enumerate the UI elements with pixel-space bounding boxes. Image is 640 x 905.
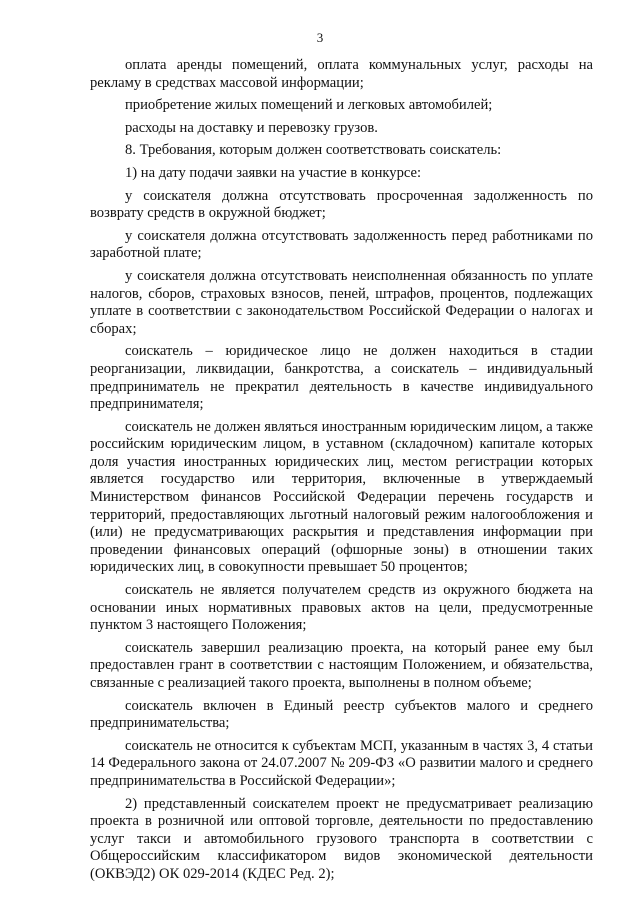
paragraph-subsection-2: 2) представленный соискателем проект не предусматривает реализацию проекта в розничной или оптовой торговле, деятельности по предоставлению услуг такси и автомобильного грузового транспорта в соответствии с Общероссийским классификатором видов экономической деятельности (ОКВЭД2) ОК 029-2014 (КДЕС Ред. 2); [90, 795, 593, 882]
document-body [90, 57, 593, 889]
paragraph-req-other-funds: соискатель не является получателем средств из окружного бюджета на основании иных нормативных правовых актов на цели, предусмотренные пунктом 3 настоящего Положения; [90, 582, 593, 634]
paragraph-section-8-heading: 8. Требования, которым должен соответствовать соискатель: [125, 142, 502, 159]
paragraph-req-budget-debt: у соискателя должна отсутствовать просроченная задолженность по возврату средств в окружной бюджет; [90, 187, 593, 222]
paragraph-req-sme-exclusions: соискатель не относится к субъектам МСП, указанным в частях 3, 4 статьи 14 Федерального закона от 24.07.2007 № 209-ФЗ «О развитии малого и среднего предпринимательства в Российской Федерации»; [90, 737, 593, 789]
paragraph-subsection-1: 1) на дату подачи заявки на участие в конкурсе: [125, 164, 422, 181]
paragraph-req-tax-obligations: у соискателя должна отсутствовать неисполненная обязанность по уплате налогов, сборов, страховых взносов, пеней, штрафов, процентов, подлежащих уплате в соответствии с законодательством Российской Федерации о налогах и сборах; [90, 267, 593, 337]
page-number: 3 [316, 30, 324, 45]
paragraph-expense-housing: приобретение жилых помещений и легковых автомобилей; [125, 97, 493, 114]
paragraph-req-sme-registry: соискатель включен в Единый реестр субъектов малого и среднего предпринимательства; [90, 697, 593, 732]
paragraph-req-previous-grant: соискатель завершил реализацию проекта, на который ранее ему был предоставлен грант в соответствии с настоящим Положением, и обязательства, связанные с реализацией такого проекта, выполнены в полном объеме; [90, 639, 593, 691]
paragraph-req-reorganization: соискатель – юридическое лицо не должен находиться в стадии реорганизации, ликвидации, банкротства, а соискатель – индивидуальный предприниматель не прекратил деятельность в качестве индивидуального предпринимателя; [90, 343, 593, 413]
paragraph-expense-rent: оплата аренды помещений, оплата коммунальных услуг, расходы на рекламу в средствах массовой информации; [90, 57, 593, 91]
paragraph-expense-delivery: расходы на доставку и перевозку грузов. [125, 119, 378, 136]
paragraph-req-foreign-entity: соискатель не должен являться иностранным юридическим лицом, а также российским юридическим лицом, в уставном (складочном) капитале которых доля участия иностранных юридических лиц, местом регистрации которых является государство или территория, включенные в утверждаемый Министерством финансов Российской Федерации перечень государств и территорий, предоставляющих льготный налоговый режим налогообложения и (или) не предусматривающих раскрытия и представления информации при проведении финансовых операций (офшорные зоны) в отношении таких юридических лиц, в совокупности превышает 50 процентов; [90, 418, 593, 576]
paragraph-req-salary-debt: у соискателя должна отсутствовать задолженность перед работниками по заработной плате; [90, 227, 593, 262]
